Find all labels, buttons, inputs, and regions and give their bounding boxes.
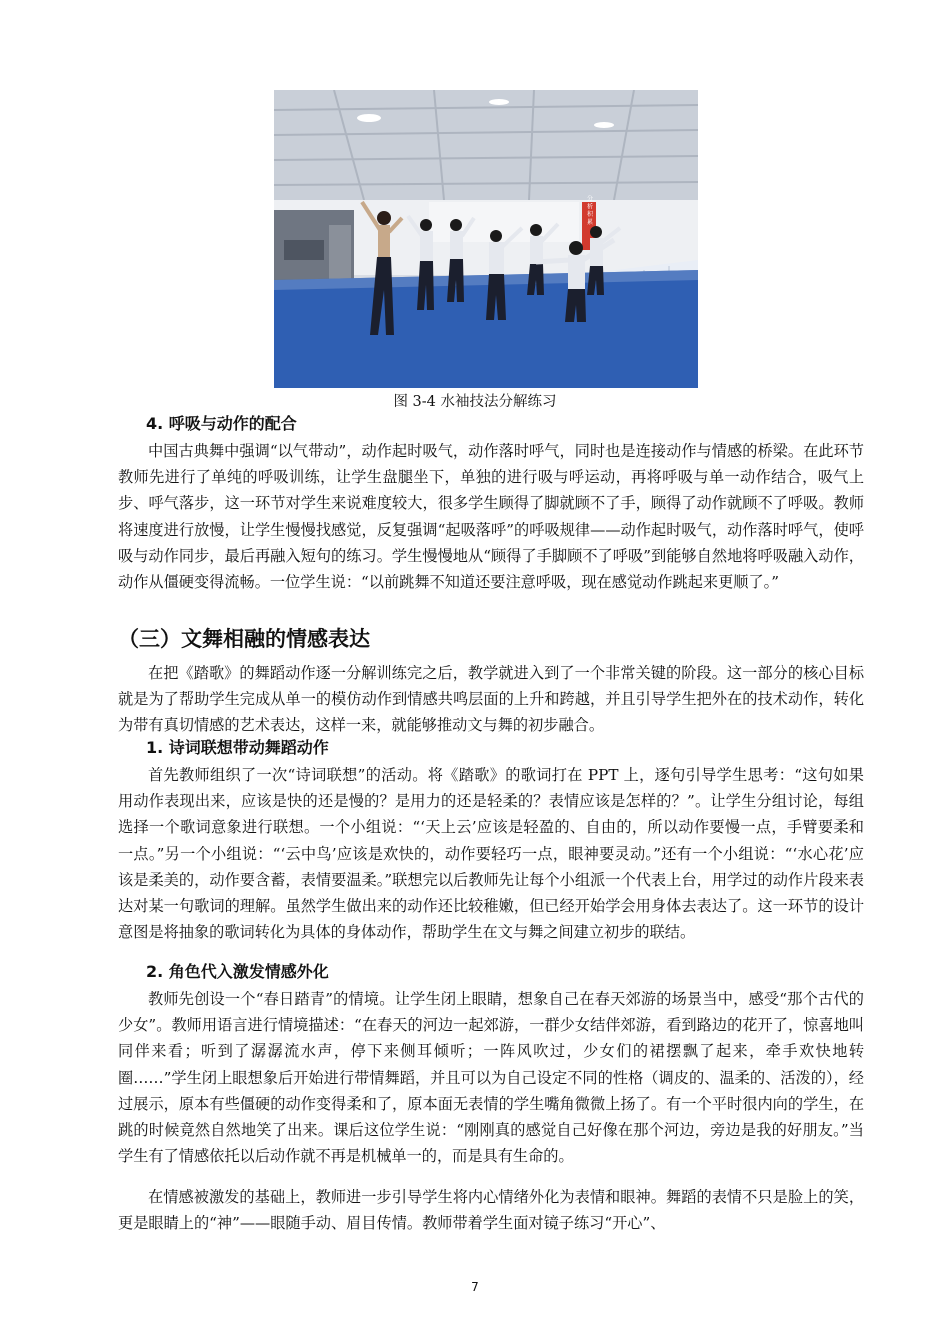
dance-studio-illustration: [274, 90, 698, 388]
page-number: 7: [471, 1280, 479, 1294]
heading-breathing-coordination: 4. 呼吸与动作的配合: [146, 414, 297, 433]
figure-caption: 图 3-4 水袖技法分解练习: [393, 394, 557, 410]
banner-text: 分 析 积 累: [585, 195, 593, 225]
section-heading-emotion: （三）文舞相融的情感表达: [118, 627, 370, 651]
paragraph-section-intro: 在把《踏歌》的舞蹈动作逐一分解训练完之后，教学就进入到了一个非常关键的阶段。这一部分的核心目标就是为了帮助学生完成从单一的模仿动作到情感共鸣层面的上升和跨越，并且引导学生把外在的技术动作，转化为带有真切情感的艺术表达，这样一来，就能够推动文与舞的初步融合。: [118, 664, 864, 735]
paragraph-role-immersion: 教师先创设一个“春日踏青”的情境。让学生闭上眼睛，想象自己在春天郊游的场景当中，感受“那个古代的少女”。教师用语言进行情境描述：“在春天的河边一起郊游，一群少女结伴郊游，看到路边的花开了，惊喜地叫同伴来看；听到了潺潺流水声，停下来侧耳倾听；一阵风吹过，少女们的裙摆飘了起来，牵手欢快地转圈……”学生闭上眼想象后开始进行带情舞蹈，并且可以为自己设定不同的性格（调皮的、温柔的、活泼的），经过展示，原本有些僵硬的动作变得柔和了，原本面无表情的学生嘴角微微上扬了。有一个平时很内向的学生，在跳的时候竟然自然地笑了出来。课后这位学生说：“刚刚真的感觉自己好像在那个河边，旁边是我的好朋友。”当学生有了情感依托以后动作就不再是机械单一的，而是具有生命的。: [118, 990, 864, 1166]
paragraph-poetry-association: 首先教师组织了一次“诗词联想”的活动。将《踏歌》的歌词打在 PPT 上，逐句引导学生思考：“这句如果用动作表现出来，应该是快的还是慢的？是用力的还是轻柔的？表情应该是怎样的？”。让学生分组讨论，每组选择一个歌词意象进行联想。一个小组说：“‘天上云’应该是轻盈的、自由的，所以动作要慢一点，手臂要柔和一点。”另一个小组说：“‘云中鸟’应该是欢快的，动作要轻巧一点，眼神要灵动。”还有一个小组说：“‘水心花’应该是柔美的，动作要含蓄，表情要温柔。”联想完以后教师先让每个小组派一个代表上台，用学过的动作片段来表达对某一句歌词的理解。虽然学生做出来的动作还比较稚嫩，但已经开始学会用身体去表达了。这一环节的设计意图是将抽象的歌词转化为具体的身体动作，帮助学生在文与舞之间建立初步的联结。: [118, 766, 864, 942]
dance-class-photo: [274, 90, 698, 388]
paragraph-expression: 在情感被激发的基础上，教师进一步引导学生将内心情绪外化为表情和眼神。舞蹈的表情不只是脸上的笑，更是眼睛上的“神”——眼随手动、眉目传情。教师带着学生面对镜子练习“开心”、: [118, 1188, 864, 1233]
heading-role-immersion: 2. 角色代入激发情感外化: [146, 962, 329, 981]
heading-poetry-association: 1. 诗词联想带动舞蹈动作: [146, 738, 329, 757]
paragraph-breathing: 中国古典舞中强调“以气带动”，动作起时吸气，动作落时呼气，同时也是连接动作与情感的桥梁。在此环节教师先进行了单纯的呼吸训练，让学生盘腿坐下，单独的进行吸与呼运动，再将呼吸与单一动作结合，吸气上步、呼气落步，这一环节对学生来说难度较大，很多学生顾得了脚就顾不了手，顾得了动作就顾不了呼吸。教师将速度进行放慢，让学生慢慢找感觉，反复强调“起吸落呼”的呼吸规律——动作起时吸气，动作落时呼气，使呼吸与动作同步，最后再融入短句的练习。学生慢慢地从“顾得了手脚顾不了呼吸”到能够自然地将呼吸融入动作，动作从僵硬变得流畅。一位学生说：“以前跳舞不知道还要注意呼吸，现在感觉动作跳起来更顺了。”: [118, 442, 864, 592]
